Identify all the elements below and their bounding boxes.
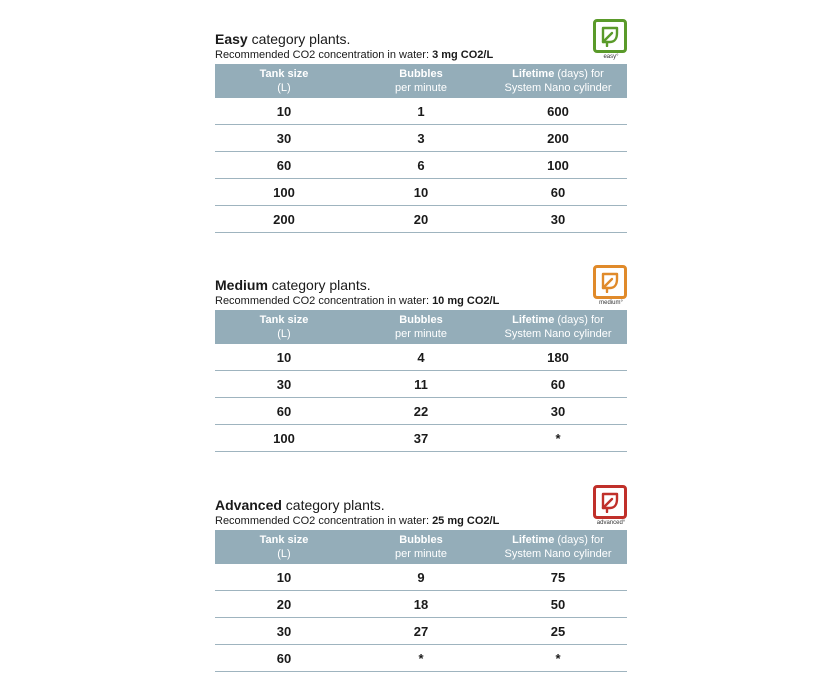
cell-lifetime: 60 [489,371,627,398]
header-tank-size-label: Tank size [259,314,309,326]
co2-value: 3 mg CO2/L [432,49,494,61]
table-header [215,310,627,344]
header-bubbles [353,310,489,344]
cell-tank-size: 30 [215,618,353,645]
cell-lifetime: 25 [489,618,627,645]
section-title [215,277,627,294]
section-title [215,497,627,514]
header-bubbles-label: Bubbles [399,68,443,80]
cell-bubbles: 37 [353,425,489,452]
table-body [215,98,627,233]
cell-lifetime: 60 [489,179,627,206]
table-row [215,125,627,152]
leaf-icon [600,491,620,513]
section-easy [215,31,627,233]
cell-tank-size: 100 [215,179,353,206]
logo-label: advanced° [596,520,626,526]
cell-lifetime: * [489,425,627,452]
cell-lifetime: 50 [489,591,627,618]
header-lifetime-cylinder: System Nano cylinder [504,82,612,94]
header-bubbles-unit: per minute [395,548,447,560]
cell-tank-size: 30 [215,371,353,398]
cell-bubbles: 9 [353,564,489,591]
header-bubbles-label: Bubbles [399,534,443,546]
header-bubbles-unit: per minute [395,328,447,340]
table-body [215,344,627,452]
co2-value: 10 mg CO2/L [432,295,500,307]
header-tank-size [215,530,353,564]
header-lifetime-label: Lifetime [512,68,555,80]
table-row [215,618,627,645]
table-row [215,98,627,125]
header-row [215,310,627,344]
table-body [215,564,627,672]
header-lifetime [489,64,627,98]
cell-bubbles: 11 [353,371,489,398]
cell-tank-size: 60 [215,645,353,672]
plant-category-logo-icon [593,265,627,299]
co2-label: Recommended CO2 concentration in water: [215,295,433,307]
table-row [215,206,627,233]
co2-label: Recommended CO2 concentration in water: [215,49,433,61]
cell-bubbles: 22 [353,398,489,425]
header-bubbles-label: Bubbles [399,314,443,326]
header-tank-size-unit: (L) [277,328,291,340]
header-row [215,64,627,98]
cell-lifetime: 180 [489,344,627,371]
header-tank-size-unit: (L) [277,548,291,560]
cell-bubbles: 6 [353,152,489,179]
cell-tank-size: 60 [215,398,353,425]
logo-label: easy° [603,54,619,60]
cell-lifetime: 100 [489,152,627,179]
header-bubbles-unit: per minute [395,82,447,94]
header-lifetime [489,530,627,564]
cell-bubbles: 1 [353,98,489,125]
table-header [215,530,627,564]
cell-tank-size: 10 [215,98,353,125]
table-row [215,344,627,371]
table-row [215,152,627,179]
header-lifetime-label: Lifetime [512,314,555,326]
section-subtitle [215,48,627,62]
cell-tank-size: 200 [215,206,353,233]
cell-bubbles: 18 [353,591,489,618]
cell-lifetime: 600 [489,98,627,125]
cell-tank-size: 100 [215,425,353,452]
header-tank-size [215,310,353,344]
section-advanced [215,497,627,672]
header-lifetime [489,310,627,344]
table-header [215,64,627,98]
cell-bubbles: 27 [353,618,489,645]
header-row [215,530,627,564]
header-lifetime-line1 [489,313,627,327]
cell-bubbles: 3 [353,125,489,152]
header-tank-size [215,64,353,98]
cell-lifetime: 30 [489,398,627,425]
header-lifetime-days: (days) for [554,68,604,80]
leaf-icon [600,271,620,293]
header-lifetime-line1 [489,533,627,547]
cell-bubbles: 4 [353,344,489,371]
header-lifetime-days: (days) for [554,534,604,546]
co2-table [215,530,627,672]
section-title [215,31,627,48]
section-title-rest: category plants. [281,497,385,513]
cell-tank-size: 20 [215,591,353,618]
table-row [215,179,627,206]
cell-tank-size: 10 [215,564,353,591]
cell-lifetime: 30 [489,206,627,233]
header-tank-size-label: Tank size [259,68,309,80]
plant-category-logo-icon [593,19,627,53]
section-title-rest: category plants. [247,31,351,47]
table-row [215,564,627,591]
table-row [215,645,627,672]
cell-bubbles: * [353,645,489,672]
cell-tank-size: 30 [215,125,353,152]
header-tank-size-unit: (L) [277,82,291,94]
header-tank-size-label: Tank size [259,534,309,546]
table-row [215,371,627,398]
co2-table [215,64,627,233]
logo-label: medium° [599,300,623,306]
cell-tank-size: 60 [215,152,353,179]
header-lifetime-cylinder: System Nano cylinder [504,548,612,560]
cell-lifetime: 200 [489,125,627,152]
section-title-rest: category plants. [267,277,371,293]
cell-tank-size: 10 [215,344,353,371]
header-lifetime-line1 [489,67,627,81]
header-bubbles [353,530,489,564]
section-level: Easy [215,31,248,47]
table-row [215,425,627,452]
co2-table [215,310,627,452]
header-lifetime-label: Lifetime [512,534,555,546]
cell-lifetime: 75 [489,564,627,591]
leaf-icon [600,25,620,47]
header-lifetime-days: (days) for [554,314,604,326]
plant-category-logo-icon [593,485,627,519]
section-subtitle [215,294,627,308]
table-row [215,591,627,618]
header-bubbles [353,64,489,98]
co2-label: Recommended CO2 concentration in water: [215,515,433,527]
table-row [215,398,627,425]
cell-bubbles: 20 [353,206,489,233]
section-medium [215,277,627,452]
section-subtitle [215,514,627,528]
co2-value: 25 mg CO2/L [432,515,500,527]
section-level: Medium [215,277,268,293]
cell-bubbles: 10 [353,179,489,206]
header-lifetime-cylinder: System Nano cylinder [504,328,612,340]
section-level: Advanced [215,497,282,513]
cell-lifetime: * [489,645,627,672]
